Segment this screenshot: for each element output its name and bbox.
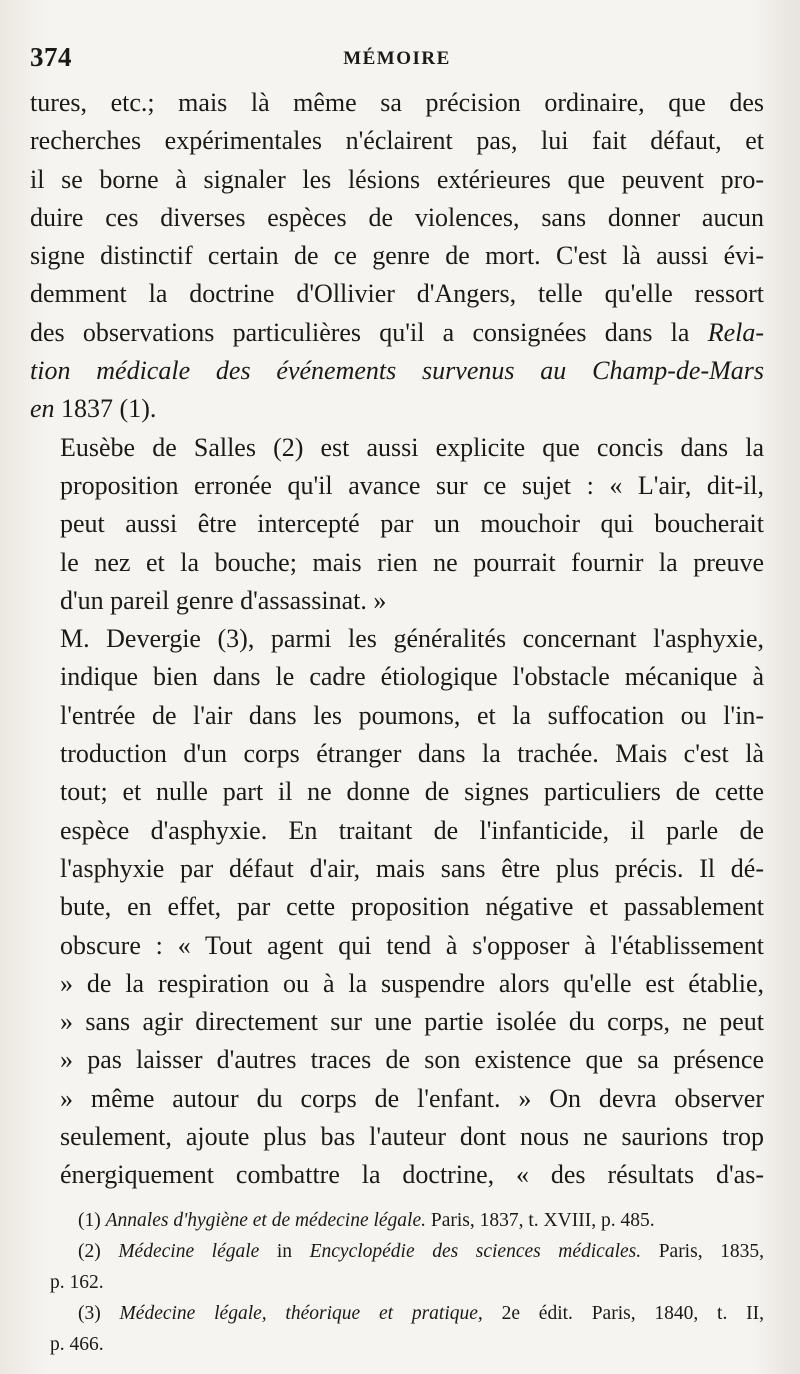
text-line: tures, etc.; mais là même sa précision ordinaire, que des — [30, 88, 764, 117]
footnote-2 — [50, 1236, 764, 1298]
text-line: l'entrée de l'air dans les poumons, et la suffocation ou l'in- — [60, 700, 764, 730]
text-line: recherches expérimentales n'éclairent pas, lui fait défaut, et — [30, 126, 764, 156]
body-text — [30, 84, 764, 1195]
text-line: énergiquement combattre la doctrine, « des résultats d'as- — [60, 1160, 764, 1190]
running-title: MÉMOIRE — [343, 48, 451, 69]
text-line: » sans agir directement sur une partie isolée du corps, ne peut — [60, 1007, 764, 1037]
text-line: » pas laisser d'autres traces de son existence que sa présence — [60, 1045, 764, 1075]
footnote-italic: Médecine légale — [118, 1241, 260, 1262]
text-line: proposition erronée qu'il avance sur ce sujet : « L'air, dit-il, — [60, 470, 764, 500]
text-segment: des observations particulières qu'il a consignées dans la — [30, 317, 708, 347]
text-line: peut aussi être intercepté par un mouchoir qui boucherait — [60, 509, 764, 539]
text-segment: 1837 (1). — [54, 394, 157, 424]
footnote-text: Paris, 1837, t. XVIII, p. 485. — [426, 1210, 655, 1231]
footnote-line — [50, 1236, 764, 1267]
text-line: Eusèbe de Salles (2) est aussi explicite que concis dans la — [60, 432, 764, 462]
footnote-text: 2e édit. Paris, 1840, t. II, — [482, 1303, 764, 1324]
text-line: espèce d'asphyxie. En traitant de l'infanticide, il parle de — [60, 815, 764, 845]
paragraph-3 — [30, 620, 764, 1194]
footnote-italic: Médecine légale, théorique et pratique, — [119, 1303, 483, 1324]
italic-title-segment: en — [30, 394, 55, 424]
footnote-1 — [50, 1205, 764, 1236]
footnote-text: in — [259, 1241, 310, 1262]
text-line — [30, 314, 764, 352]
paragraph-1 — [30, 84, 764, 429]
text-line — [30, 352, 764, 390]
page-number: 374 — [30, 42, 72, 72]
running-head — [30, 40, 764, 80]
italic-title-segment: Rela- — [707, 317, 764, 347]
text-line: d'un pareil genre d'assassinat. » — [60, 585, 387, 615]
text-line: » de la respiration ou à la suspendre alors qu'elle est établie, — [60, 968, 764, 998]
footnote-line — [50, 1205, 764, 1236]
text-line: duire ces diverses espèces de violences, sans donner aucun — [30, 202, 764, 232]
footnote-3 — [50, 1298, 764, 1360]
footnote-text: Paris, 1835, — [641, 1241, 764, 1262]
text-line: seulement, ajoute plus bas l'auteur dont nous ne saurions trop — [60, 1122, 764, 1152]
footnote-line: p. 466. — [50, 1334, 104, 1355]
text-line: signe distinctif certain de ce genre de mort. C'est là aussi évi- — [30, 241, 764, 271]
footnote-mark: (2) — [78, 1241, 101, 1262]
footnote-italic: Annales d'hygiène et de médecine légale. — [105, 1210, 426, 1231]
text-line: troduction d'un corps étranger dans la trachée. Mais c'est là — [60, 739, 764, 769]
footnote-mark: (3) — [78, 1303, 101, 1324]
text-line: M. Devergie (3), parmi les généralités concernant l'asphyxie, — [60, 624, 764, 654]
footnote-mark: (1) — [78, 1210, 101, 1231]
text-line: obscure : « Tout agent qui tend à s'opposer à l'établissement — [60, 930, 764, 960]
footnotes — [50, 1205, 764, 1360]
paragraph-2 — [30, 429, 764, 620]
text-line: demment la doctrine d'Ollivier d'Angers, telle qu'elle ressort — [30, 279, 764, 309]
text-line — [30, 390, 764, 428]
footnote-line — [50, 1298, 764, 1329]
text-line: l'asphyxie par défaut d'air, mais sans être plus précis. Il dé- — [60, 853, 764, 883]
footnote-line: p. 162. — [50, 1272, 104, 1293]
footnote-italic: Encyclopédie des sciences médicales. — [309, 1241, 642, 1262]
text-line: le nez et la bouche; mais rien ne pourrait fournir la preuve — [60, 547, 764, 577]
text-line: tout; et nulle part il ne donne de signes particuliers de cette — [60, 777, 764, 807]
text-line: il se borne à signaler les lésions extérieures que peuvent pro- — [30, 164, 764, 194]
text-line: » même autour du corps de l'enfant. » On devra observer — [60, 1083, 764, 1113]
italic-title-segment: tion médicale des événements survenus au Champ-de-Mars — [30, 356, 764, 386]
text-line: bute, en effet, par cette proposition négative et passablement — [60, 892, 764, 922]
text-line: indique bien dans le cadre étiologique l'obstacle mécanique à — [60, 662, 764, 692]
